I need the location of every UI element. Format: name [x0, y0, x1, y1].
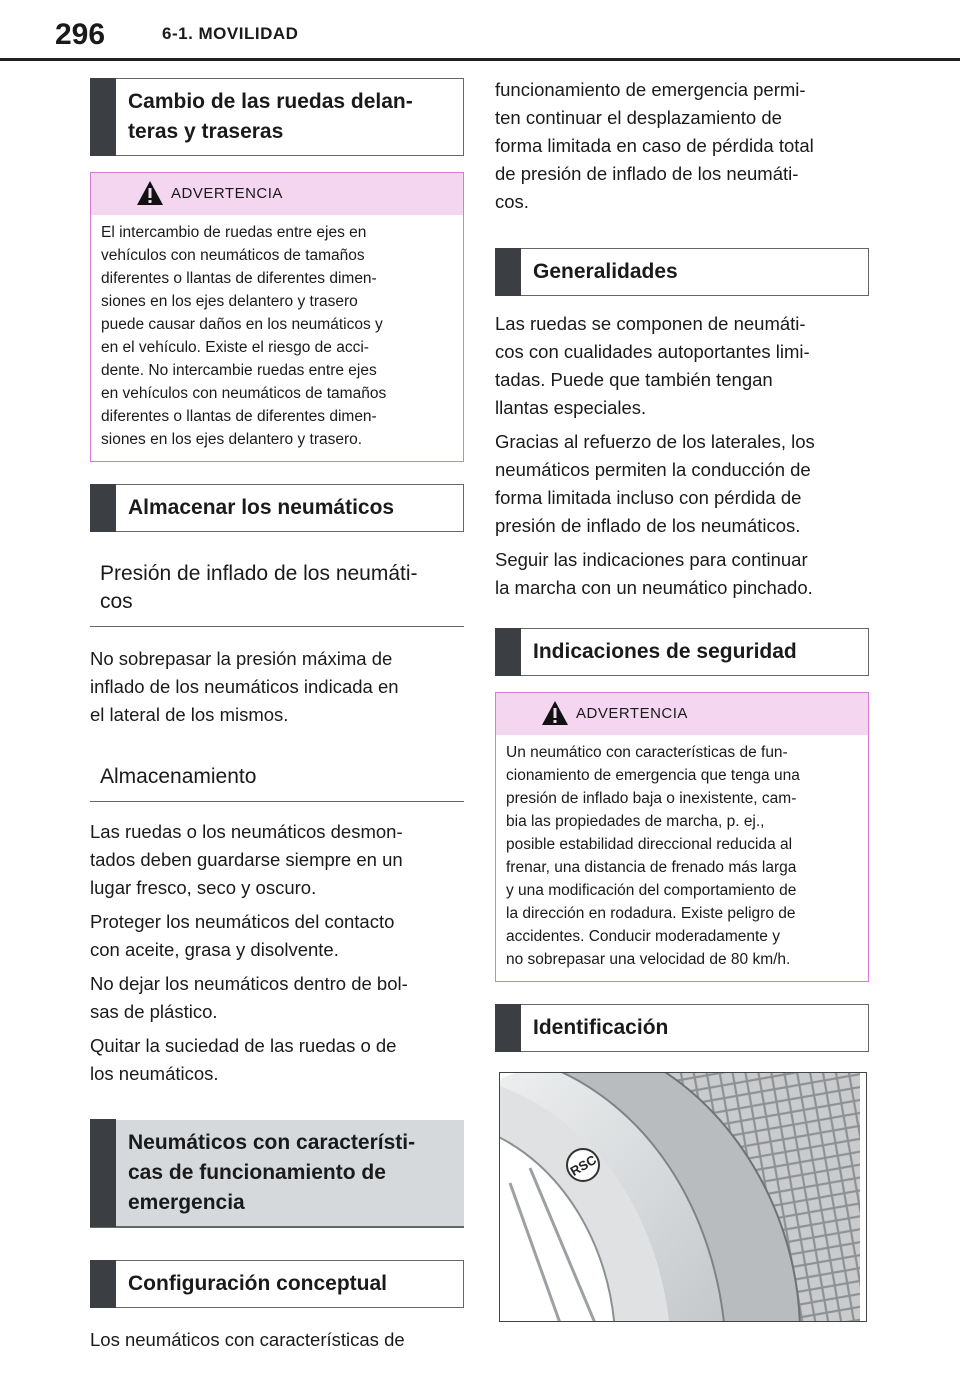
- para-line: No dejar los neumáticos dentro de bol-: [90, 973, 408, 994]
- para-line: cos.: [495, 191, 529, 212]
- warning-line: frenar, una distancia de frenado más larga: [506, 859, 797, 876]
- chapter-title: 6-1. MOVILIDAD: [162, 24, 299, 43]
- para-line: cos con cualidades autoportantes limi-: [495, 341, 810, 362]
- para-line: Las ruedas se componen de neumáti-: [495, 313, 806, 334]
- heading-line: Neumáticos con característi-: [128, 1131, 416, 1154]
- warning-line: vehículos con neumáticos de tamaños: [101, 247, 365, 264]
- tire-drawing: [500, 1073, 866, 1321]
- para-line: presión de inflado de los neumáticos.: [495, 515, 801, 536]
- warning-line: accidentes. Conducir moderadamente y: [506, 928, 780, 945]
- para-line: forma limitada incluso con pérdida de: [495, 487, 802, 508]
- warning-line: siones en los ejes delantero y trasero: [101, 293, 358, 310]
- heading-neumaticos-emergencia: [90, 1120, 464, 1228]
- warning-line: puede causar daños en los neumáticos y: [101, 316, 383, 333]
- subheading-presion: [90, 552, 464, 627]
- para-line: tados deben guardarse siempre en un: [90, 849, 403, 870]
- warning-header: [496, 693, 868, 735]
- warning-title: ADVERTENCIA: [576, 705, 688, 722]
- para-line: ten continuar el desplazamiento de: [495, 107, 782, 128]
- warning-line: en el vehículo. Existe el riesgo de acci-: [101, 339, 369, 356]
- para-line: inflado de los neumáticos indicada en: [90, 676, 399, 697]
- warning-line: diferentes o llantas de diferentes dimen-: [101, 270, 377, 287]
- para-line: los neumáticos.: [90, 1063, 219, 1084]
- warning-title: ADVERTENCIA: [171, 185, 283, 202]
- rsc-marking: RSC: [567, 1152, 599, 1179]
- heading-almacenar: [90, 484, 464, 532]
- para-line: No sobrepasar la presión máxima de: [90, 648, 393, 669]
- paragraph-presion: [90, 645, 464, 729]
- para-line: de presión de inflado de los neumáti-: [495, 163, 799, 184]
- para-line: Gracias al refuerzo de los laterales, los: [495, 431, 815, 452]
- para-line: la marcha con un neumático pinchado.: [495, 577, 813, 598]
- para-line: neumáticos permiten la conducción de: [495, 459, 811, 480]
- paragraph-gen-1: [495, 310, 869, 422]
- heading-line: teras y traseras: [128, 120, 284, 143]
- heading-generalidades: [495, 248, 869, 296]
- warning-line: siones en los ejes delantero y trasero.: [101, 431, 363, 448]
- warning-line: diferentes o llantas de diferentes dimen-: [101, 408, 377, 425]
- para-line: tadas. Puede que también tengan: [495, 369, 773, 390]
- heading-seguridad: [495, 628, 869, 676]
- tire-illustration: [499, 1072, 867, 1322]
- warning-triangle-icon: [136, 180, 164, 206]
- paragraph-gen-3: [495, 546, 869, 602]
- warning-header: [91, 173, 463, 215]
- warning-line: cionamiento de emergencia que tenga una: [506, 767, 800, 784]
- paragraph-config-start: [90, 1326, 464, 1354]
- subheading-line: Presión de inflado de los neumáti-: [100, 562, 418, 585]
- heading-identificacion: [495, 1004, 869, 1052]
- heading-text: Almacenar los neumáticos: [128, 496, 395, 519]
- warning-line: no sobrepasar una velocidad de 80 km/h.: [506, 951, 791, 968]
- warning-box-intercambio: [90, 172, 464, 462]
- warning-line: y una modificación del comportamiento de: [506, 882, 797, 899]
- para-line: Proteger los neumáticos del contacto: [90, 911, 395, 932]
- warning-line: posible estabilidad direccional reducida al: [506, 836, 793, 853]
- paragraph-almacen-4: [90, 1032, 464, 1088]
- heading-line: cas de funcionamiento de: [128, 1161, 386, 1184]
- warning-box-seguridad: [495, 692, 869, 982]
- warning-line: El intercambio de ruedas entre ejes en: [101, 224, 367, 241]
- para-line: llantas especiales.: [495, 397, 647, 418]
- paragraph-config-cont: [495, 76, 869, 216]
- left-column: [90, 78, 464, 1354]
- heading-configuracion: [90, 1260, 464, 1308]
- warning-line: bia las propiedades de marcha, p. ej.,: [506, 813, 765, 830]
- heading-text: Configuración conceptual: [128, 1272, 388, 1295]
- warning-line: Un neumático con características de fun-: [506, 744, 788, 761]
- para-line: funcionamiento de emergencia permi-: [495, 79, 806, 100]
- warning-body: [91, 215, 463, 461]
- warning-line: presión de inflado baja o inexistente, cam-: [506, 790, 797, 807]
- warning-line: dente. No intercambie ruedas entre ejes: [101, 362, 377, 379]
- paragraph-almacen-1: [90, 818, 464, 902]
- paragraph-gen-2: [495, 428, 869, 540]
- page-number: 296: [55, 18, 106, 51]
- para-line: forma limitada en caso de pérdida total: [495, 135, 814, 156]
- heading-text: Indicaciones de seguridad: [533, 640, 797, 663]
- para-line: Quitar la suciedad de las ruedas o de: [90, 1035, 397, 1056]
- para-line: Las ruedas o los neumáticos desmon-: [90, 821, 403, 842]
- heading-line: Cambio de las ruedas delan-: [128, 90, 413, 113]
- warning-triangle-icon: [541, 700, 569, 726]
- para-line: Seguir las indicaciones para continuar: [495, 549, 808, 570]
- para-line: con aceite, grasa y disolvente.: [90, 939, 339, 960]
- heading-text: Identificación: [533, 1016, 669, 1039]
- para-line: Los neumáticos con características de: [90, 1329, 405, 1350]
- paragraph-almacen-2: [90, 908, 464, 964]
- para-line: sas de plástico.: [90, 1001, 218, 1022]
- paragraph-almacen-3: [90, 970, 464, 1026]
- header-rule: [0, 58, 960, 61]
- heading-text: Generalidades: [533, 260, 678, 283]
- heading-cambio-ruedas: [90, 78, 464, 156]
- heading-line: emergencia: [128, 1191, 245, 1214]
- warning-line: la dirección en rodadura. Existe peligro de: [506, 905, 796, 922]
- subheading-text: Almacenamiento: [100, 765, 257, 788]
- warning-line: en vehículos con neumáticos de tamaños: [101, 385, 387, 402]
- subheading-line: cos: [100, 590, 133, 613]
- warning-body: [496, 735, 868, 981]
- para-line: lugar fresco, seco y oscuro.: [90, 877, 317, 898]
- subheading-almacenamiento: [90, 755, 464, 802]
- para-line: el lateral de los mismos.: [90, 704, 289, 725]
- right-column: [495, 76, 869, 1322]
- page-header: [0, 0, 960, 51]
